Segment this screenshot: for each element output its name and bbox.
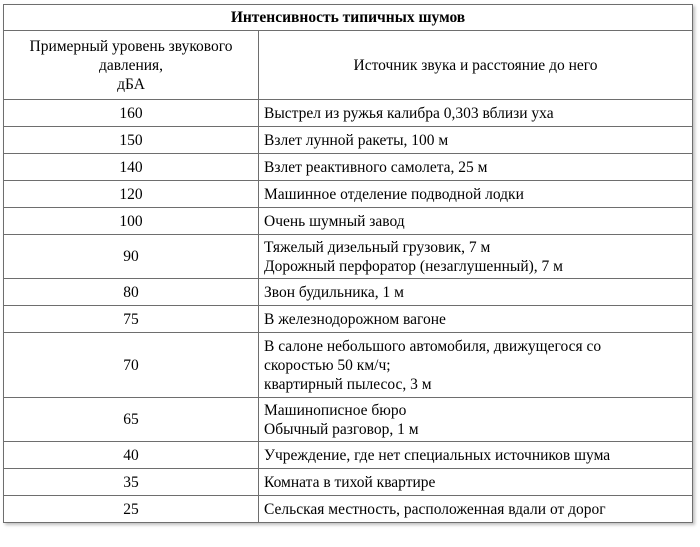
table-row: [4, 154, 693, 181]
source-line: Машинное отделение подводной лодки: [264, 185, 524, 203]
table-row: [4, 208, 693, 235]
level-cell: 140: [4, 154, 259, 181]
level-cell: 150: [4, 127, 259, 154]
source-line: Выстрел из ружья калибра 0,303 вблизи уха: [264, 104, 554, 122]
table-row: [4, 100, 693, 127]
level-cell: 160: [4, 100, 259, 127]
level-cell: 40: [4, 442, 259, 469]
table-row: [4, 279, 693, 306]
source-line: Машинописное бюро: [264, 401, 407, 419]
source-cell: [259, 442, 693, 469]
header-sound-source: Источник звука и расстояние до него: [259, 31, 693, 100]
source-cell: [259, 279, 693, 306]
level-cell: 75: [4, 306, 259, 333]
source-cell: [259, 496, 693, 523]
header-sound-level-line: дБА: [117, 75, 145, 93]
level-cell: 65: [4, 398, 259, 442]
header-sound-level-line: Примерный уровень звукового: [29, 37, 233, 55]
source-line: квартирный пылесос, 3 м: [264, 375, 432, 393]
source-line: Обычный разговор, 1 м: [264, 420, 419, 438]
table-row: [4, 333, 693, 398]
level-cell: 90: [4, 235, 259, 279]
source-line: Взлет лунной ракеты, 100 м: [264, 131, 449, 149]
source-line: В салоне небольшого автомобиля, движущегося со: [264, 337, 602, 355]
table-row: [4, 306, 693, 333]
source-line: Учреждение, где нет специальных источников шума: [264, 446, 611, 464]
source-cell: [259, 181, 693, 208]
level-cell: 100: [4, 208, 259, 235]
table-row: [4, 235, 693, 279]
source-cell: [259, 469, 693, 496]
level-cell: 25: [4, 496, 259, 523]
source-cell: [259, 154, 693, 181]
source-cell: [259, 398, 693, 442]
table-header-row: [4, 31, 693, 100]
table-row: [4, 398, 693, 442]
source-line: Сельская местность, расположенная вдали от дорог: [264, 500, 606, 518]
source-cell: [259, 127, 693, 154]
table-title: Интенсивность типичных шумов: [4, 5, 693, 31]
table-row: [4, 496, 693, 523]
source-line: В железнодорожном вагоне: [264, 310, 446, 328]
source-cell: [259, 100, 693, 127]
source-cell: [259, 208, 693, 235]
header-sound-level-line: давления,: [98, 56, 164, 74]
source-line: Дорожный перфоратор (незаглушенный), 7 м: [264, 257, 563, 275]
source-line: Взлет реактивного самолета, 25 м: [264, 158, 488, 176]
noise-table-container: [3, 4, 692, 523]
header-sound-level: [4, 31, 259, 100]
source-line: Комната в тихой квартире: [264, 473, 436, 491]
noise-intensity-table: [3, 4, 693, 523]
table-row: [4, 181, 693, 208]
source-line: Тяжелый дизельный грузовик, 7 м: [264, 238, 491, 256]
level-cell: 120: [4, 181, 259, 208]
source-line: Очень шумный завод: [264, 212, 405, 230]
source-cell: [259, 235, 693, 279]
source-line: Звон будильника, 1 м: [264, 283, 404, 301]
source-cell: [259, 306, 693, 333]
table-row: [4, 442, 693, 469]
source-line: скоростью 50 км/ч;: [264, 356, 391, 374]
source-cell: [259, 333, 693, 398]
table-row: [4, 469, 693, 496]
table-row: [4, 127, 693, 154]
level-cell: 35: [4, 469, 259, 496]
table-title-row: [4, 5, 693, 31]
level-cell: 70: [4, 333, 259, 398]
level-cell: 80: [4, 279, 259, 306]
